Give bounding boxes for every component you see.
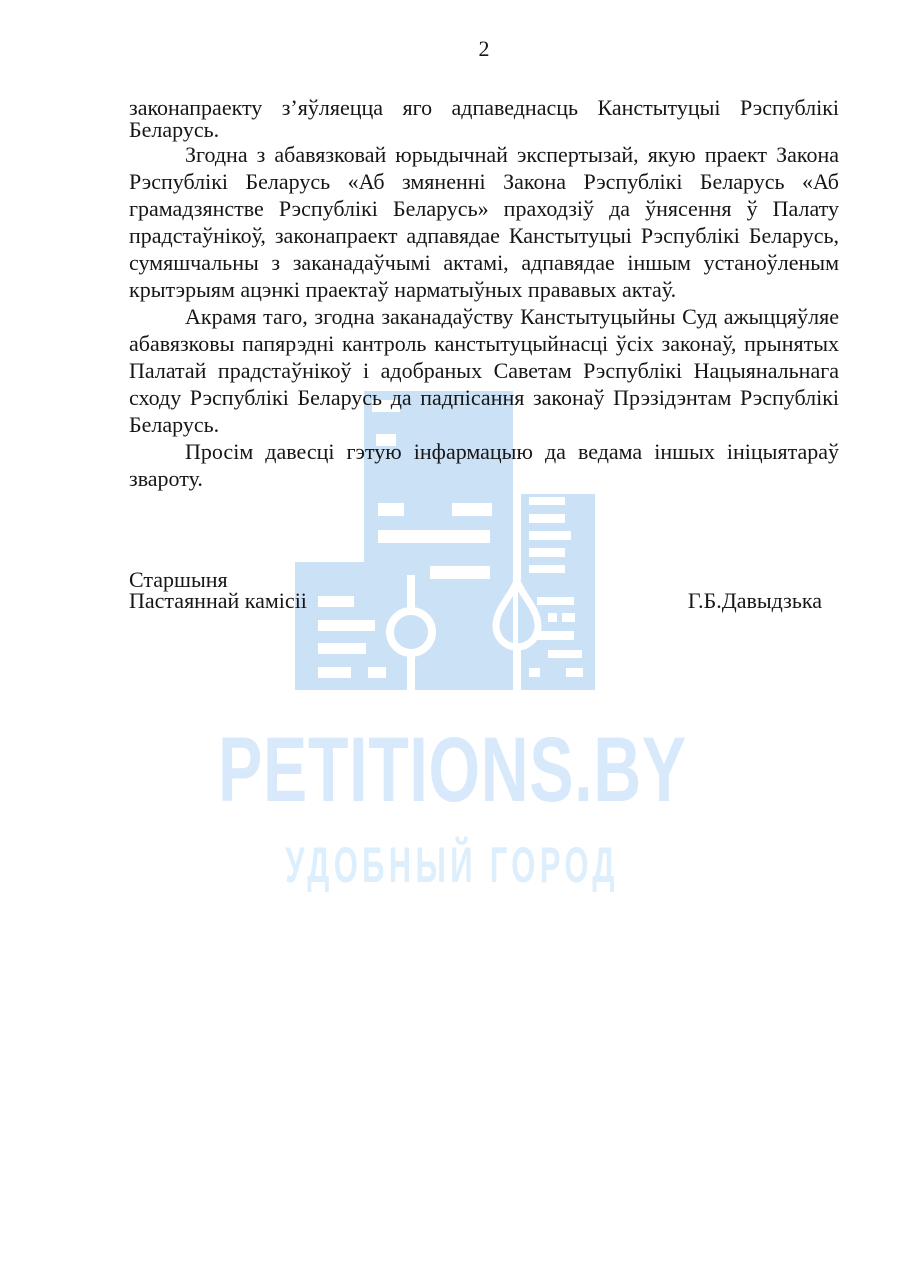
signature-block — [129, 569, 839, 611]
paragraph: Акрамя таго, згодна заканадаўству Канстытуцыйны Суд ажыццяўляе абавязковы папярэдні кантроль канстытуцыйнасці ўсіх законаў, прынятых Палатай прадстаўнікоў і адобраных Саветам Рэспублікі Нацыянальнага сходу Рэспублікі Беларусь да падпісання законаў Прэзідэнтам Рэспублікі Беларусь. — [129, 304, 839, 437]
paragraph: Просім давесці гэтую інфармацыю да ведама іншых ініцыятараў звароту. — [129, 439, 839, 491]
page-number: 2 — [478, 36, 490, 61]
signer-position-line2: Пастаяннай камісіі — [129, 588, 307, 613]
paragraph: Згодна з абавязковай юрыдычнай экспертызай, якую праект Закона Рэспублікі Беларусь «Аб змяненні Закона Рэспублікі Беларусь «Аб грамадзянстве Рэспублікі Беларусь» праходзіў да ўнясення ў Палату прадстаўнікоў, законапраект адпавядае Канстытуцыі Рэспублікі Беларусь, сумяшчальны з заканадаўчымі актамі, адпавядае іншым устаноўленым крытэрыям ацэнкі праектаў нарматыўных прававых актаў. — [129, 142, 839, 302]
watermark-tagline-text — [0, 838, 905, 892]
watermark-brand-label: PETITIONS.BY — [218, 719, 687, 821]
watermark-brand-text — [0, 719, 905, 821]
signer-position-line1: Старшыня — [129, 567, 228, 592]
document-body — [129, 97, 839, 492]
watermark-tagline-label: УДОБНЫЙ ГОРОД — [285, 837, 620, 893]
signer-name: Г.Б.Давыдзька — [687, 588, 822, 613]
paragraph-continuation: законапраекту з’яўляецца яго адпаведнасць Канстытуцыі Рэспублікі Беларусь. — [129, 95, 839, 142]
